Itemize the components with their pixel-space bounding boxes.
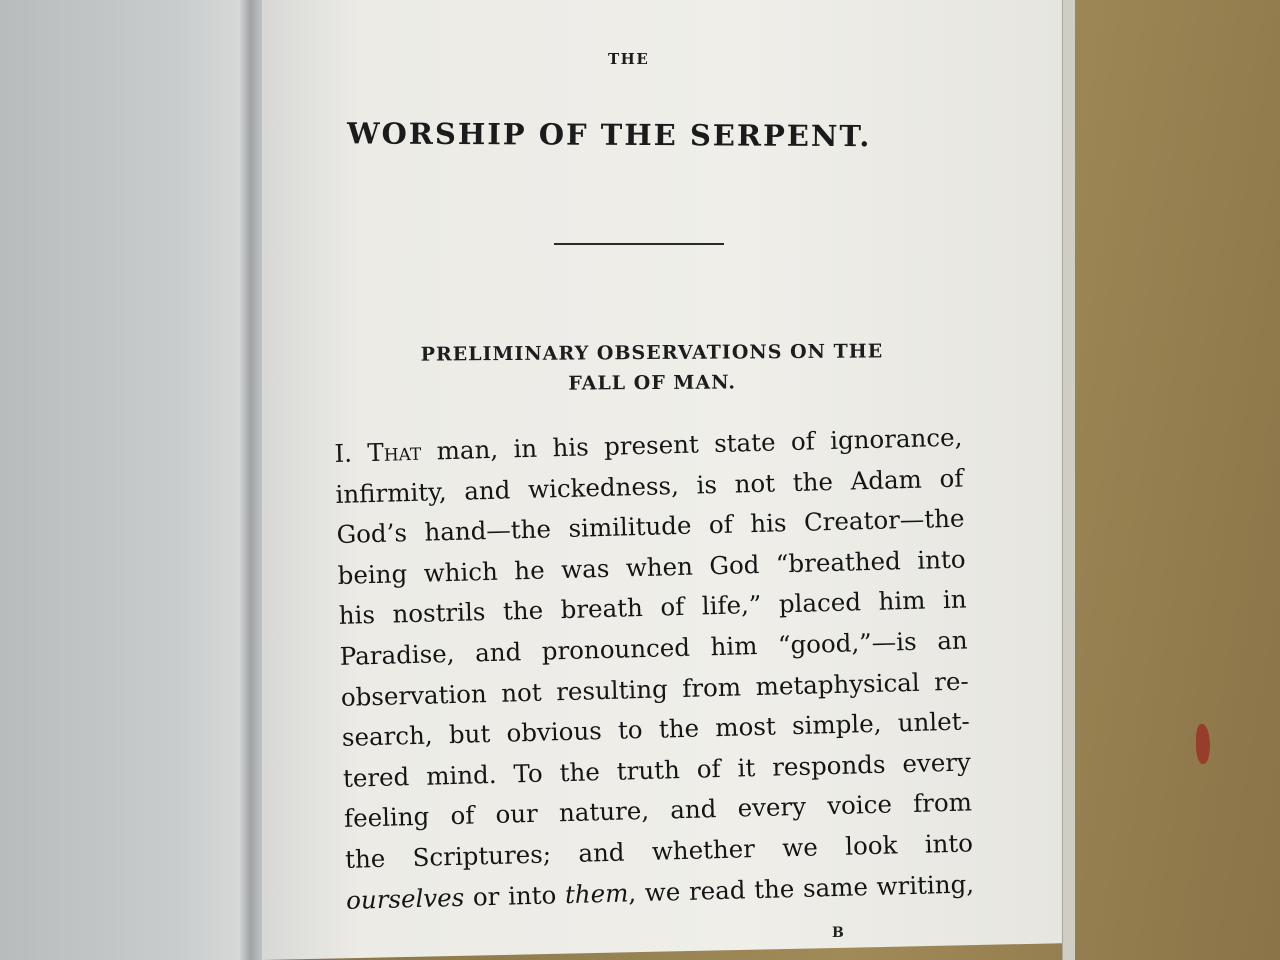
red-stain bbox=[1196, 724, 1210, 764]
section-subtitle bbox=[392, 336, 912, 400]
small-caps-word: That bbox=[367, 436, 422, 468]
text-line: feeling of our nature, and every voice from bbox=[343, 787, 973, 834]
text-fragment: , we read the same writing, bbox=[627, 868, 975, 907]
body-text bbox=[334, 418, 975, 921]
text-line: Paradise, and pronounced him “good,”—is an bbox=[339, 625, 968, 671]
signature-mark: B bbox=[832, 925, 844, 941]
subtitle-line-2: FALL OF MAN. bbox=[568, 371, 737, 395]
text-line: tered mind. To the truth of it responds every bbox=[342, 747, 972, 793]
title-rule bbox=[554, 243, 724, 245]
page-title: WORSHIP OF THE SERPENT. bbox=[346, 116, 872, 154]
running-head: THE bbox=[608, 50, 650, 68]
text-line: the Scriptures; and whether we look into bbox=[344, 828, 974, 874]
text-line: his nostrils the breath of life,” placed him in bbox=[338, 584, 967, 631]
left-page bbox=[0, 0, 250, 960]
italic-word: ourselves bbox=[345, 882, 465, 915]
text-line: being which he was when God “breathed into bbox=[337, 544, 966, 590]
text-line: search, but obvious to the most simple, unlet- bbox=[341, 706, 971, 753]
page-edge bbox=[1062, 0, 1075, 960]
section-numeral: I. bbox=[334, 438, 368, 468]
text-line: infirmity, and wickedness, is not the Adam of bbox=[335, 463, 964, 509]
italic-word: them bbox=[564, 877, 629, 909]
text-line: God’s hand—the similitude of his Creator—the bbox=[336, 503, 965, 550]
text-fragment: or into bbox=[463, 879, 566, 912]
book-gutter bbox=[240, 0, 264, 960]
text-fragment: man, in his present state of ignorance, bbox=[420, 422, 963, 466]
subtitle-line-1: PRELIMINARY OBSERVATIONS ON THE bbox=[420, 340, 884, 366]
text-line: observation not resulting from metaphysical re- bbox=[340, 666, 970, 712]
